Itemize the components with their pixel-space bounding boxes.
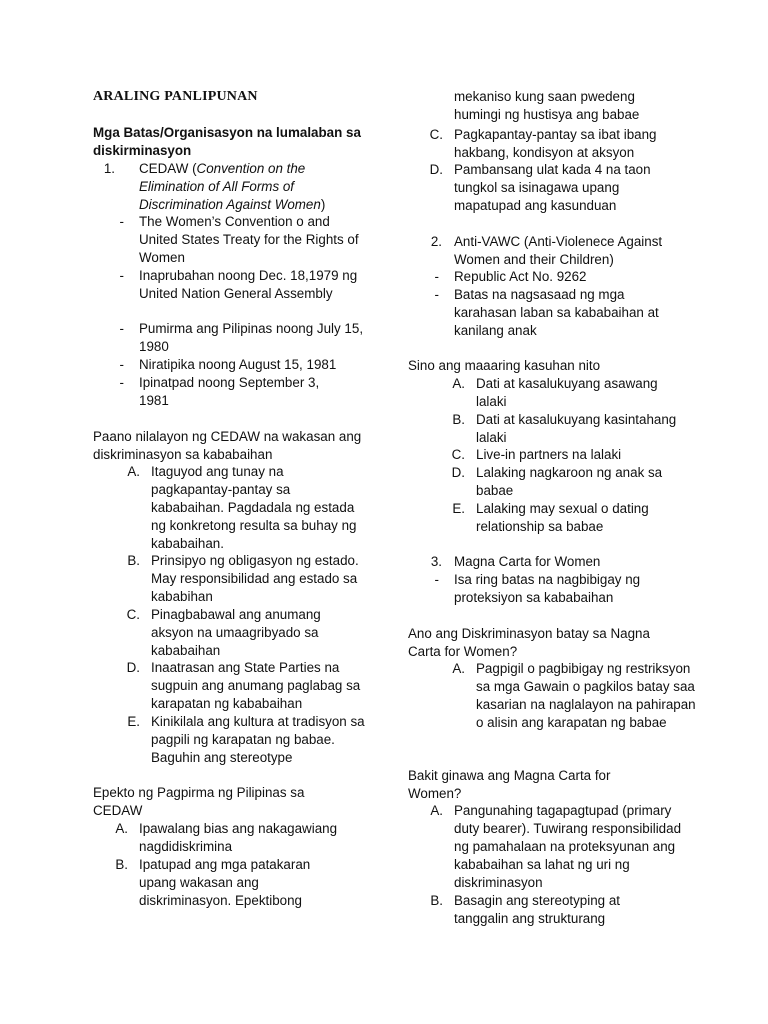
list-item — [115, 856, 329, 910]
list-item — [103, 160, 364, 214]
list-item — [430, 892, 664, 928]
list-letter: B. — [127, 553, 140, 568]
list-text: Pangunahing tagapagtupad (primary duty bearer). Tuwirang responsibilidad ng pamahalaan na proteksyunan ang kababaihan sa lahat ng uri ng diskriminasyon — [454, 803, 682, 890]
list-text: Anti-VAWC (Anti-Violenece Against Women and their Children) — [454, 234, 663, 267]
list-text: Inaprubahan noong Dec. 18,1979 ng United Nation General Assembly — [139, 268, 358, 301]
list-letter: C. — [451, 447, 465, 462]
section-heading: Ano ang Diskriminasyon batay sa Nagna Carta for Women? — [408, 626, 650, 659]
list-item — [452, 660, 696, 732]
list-letter: E. — [127, 714, 140, 729]
list-letter: A. — [115, 821, 128, 836]
list-item — [434, 286, 684, 340]
list-letter: B. — [452, 412, 465, 427]
section-heading: Mga Batas/Organisasyon na lumalaban sa diskirminasyon — [93, 125, 361, 158]
list-item — [126, 606, 365, 660]
list-item — [452, 375, 686, 411]
list-text: Pagkapantay-pantay sa ibat ibang hakbang, kondisyon at aksyon — [454, 127, 657, 160]
list-item — [452, 500, 686, 536]
list-item — [429, 161, 672, 215]
list-text: Prinsipyo ng obligasyon ng estado. May responsibilidad ang estado sa kababihan — [151, 553, 359, 604]
list-text: Isa ring batas na nagbibigay ng proteksiyon sa kababaihan — [454, 572, 641, 605]
list-letter: A. — [430, 803, 443, 818]
list-letter: A. — [452, 661, 465, 676]
list-item — [126, 659, 365, 713]
list-item — [127, 552, 365, 606]
list-letter: D. — [126, 660, 140, 675]
bullet-dash: - — [119, 268, 124, 283]
list-letter: B. — [115, 857, 128, 872]
list-text: Ipatupad ang mga patakaran upang wakasan ang diskriminasyon. Epektibong — [139, 857, 311, 908]
list-item — [127, 463, 365, 553]
list-item — [434, 268, 684, 286]
list-letter: D. — [451, 465, 465, 480]
list-text: Pumirma ang Pilipinas noong July 15, 1980 — [139, 321, 364, 354]
section-heading: Sino ang maaaring kasuhan nito — [408, 358, 601, 373]
list-letter: B. — [430, 893, 443, 908]
list-item — [430, 553, 684, 571]
list-text: Live-in partners na lalaki — [476, 447, 622, 462]
list-number: 2. — [430, 234, 442, 249]
list-text: Kinikilala ang kultura at tradisyon sa pagpili ng karapatan ng babae. Baguhin ang stereotype — [151, 714, 365, 765]
list-number: 1. — [103, 161, 115, 176]
continued-text: mekaniso kung saan pwedeng humingi ng hustisya ang babae — [454, 89, 640, 122]
bullet-dash: - — [119, 375, 124, 390]
list-text: Ipinatpad noong September 3, 1981 — [139, 375, 320, 408]
list-item — [451, 446, 686, 464]
list-text: Basagin ang stereotyping at tanggalin ang strukturang — [454, 893, 621, 926]
list-item — [119, 320, 364, 356]
list-letter: A. — [452, 376, 465, 391]
list-text: Niratipika noong August 15, 1981 — [139, 357, 337, 372]
bullet-dash: - — [434, 287, 439, 302]
list-item — [429, 126, 684, 162]
list-item — [452, 411, 686, 447]
list-item — [119, 213, 364, 267]
list-text: CEDAW (Convention on the Elimination of All Forms of Discrimination Against Women) — [139, 161, 326, 212]
page-title: ARALING PANLIPUNAN — [93, 89, 258, 104]
list-text: Pambansang ulat kada 4 na taon tungkol sa isinagawa upang mapatupad ang kasunduan — [454, 162, 651, 213]
list-item — [115, 820, 354, 856]
list-item — [119, 374, 339, 410]
bullet-dash: - — [119, 214, 124, 229]
list-text: Dati at kasalukuyang kasintahang lalaki — [476, 412, 677, 445]
list-text: Magna Carta for Women — [454, 554, 601, 569]
list-text: The Women’s Convention o and United States Treaty for the Rights of Women — [139, 214, 359, 265]
list-item — [127, 713, 365, 767]
list-item — [451, 464, 686, 500]
bullet-dash: - — [119, 321, 124, 336]
list-text: Pinagbabawal ang anumang aksyon na umaagribyado sa kababaihan — [151, 607, 321, 658]
list-item — [119, 267, 364, 303]
list-text: Dati at kasalukuyang asawang lalaki — [476, 376, 658, 409]
list-text: Lalaking may sexual o dating relationship sa babae — [476, 501, 649, 534]
list-letter: D. — [429, 162, 443, 177]
list-text: Itaguyod ang tunay na pagkapantay-pantay sa kababaihan. Pagdadala ng estada ng konkretong resulta sa buhay ng kababaihan. — [151, 464, 357, 551]
bullet-dash: - — [434, 269, 439, 284]
list-item — [434, 571, 674, 607]
list-text: Inaatrasan ang State Parties na sugpuin ang anumang paglabag sa karapatan ng kababaihan — [151, 660, 361, 711]
bullet-dash: - — [434, 572, 439, 587]
list-letter: E. — [452, 501, 465, 516]
list-text: Lalaking nagkaroon ng anak sa babae — [476, 465, 663, 498]
list-text: Ipawalang bias ang nakagawiang nagdidiskrimina — [139, 821, 338, 854]
list-letter: A. — [127, 464, 140, 479]
list-number: 3. — [430, 554, 442, 569]
section-heading: Bakit ginawa ang Magna Carta for Women? — [408, 768, 611, 801]
list-letter: C. — [429, 127, 443, 142]
list-item — [430, 233, 704, 269]
list-text: Batas na nagsasaad ng mga karahasan laban sa kababaihan at kanilang anak — [454, 287, 659, 338]
list-text: Pagpigil o pagbibigay ng restriksyon sa mga Gawain o pagkilos batay saa kasarian na naglalayon na pahirapan o alisin ang karapatan ng babae — [476, 661, 696, 730]
list-item — [119, 356, 364, 374]
list-letter: C. — [126, 607, 140, 622]
section-heading: Epekto ng Pagpirma ng Pilipinas sa CEDAW — [93, 785, 305, 818]
section-heading: Paano nilalayon ng CEDAW na wakasan ang diskriminasyon sa kababaihan — [93, 429, 362, 462]
list-item — [430, 802, 694, 892]
bullet-dash: - — [119, 357, 124, 372]
list-text: Republic Act No. 9262 — [454, 269, 587, 284]
